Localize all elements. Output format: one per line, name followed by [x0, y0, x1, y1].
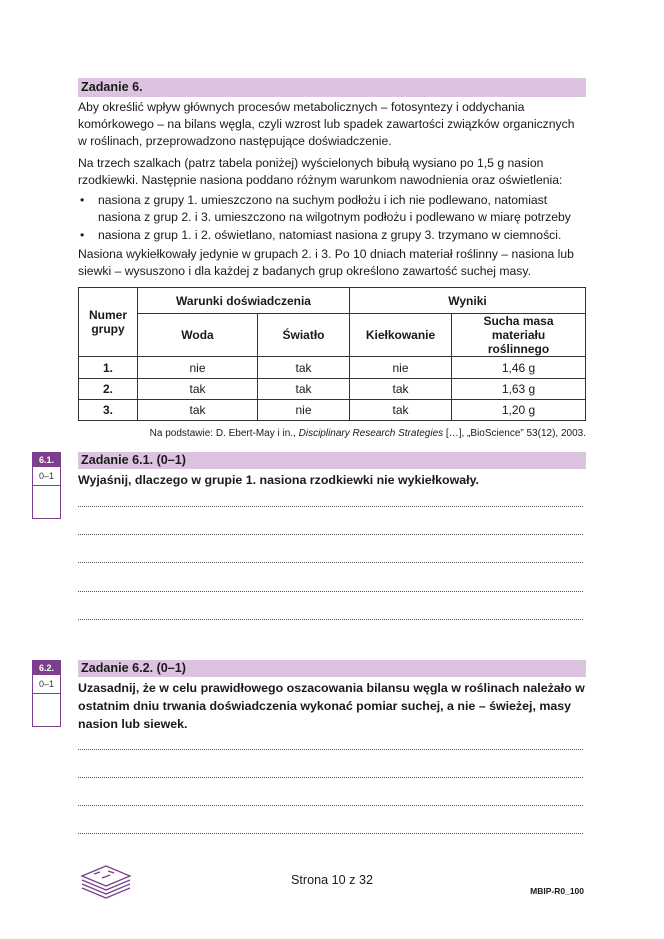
header-germination: Kiełkowanie [350, 314, 452, 357]
task-6-result-text: Nasiona wykiełkowały jedynie w grupach 2. i 3. Po 10 dniach materiał roślinny – nasiona lub siewki – wysuszono i dla każdej z badanych grup określono zawartość suchej masy. [78, 247, 574, 278]
page-number: Strona 10 z 32 [291, 873, 373, 887]
points-label: 0–1 [33, 467, 60, 486]
answer-line[interactable] [78, 749, 583, 750]
task-6-intro: Aby określić wpływ głównych procesów metabolicznych – fotosyntezy i oddychania komórkowego – na bilans węgla, czyli wzrost lub spadek zawartości związków organicznych w roślinach, przeprowadzono następujące doświadczenie. [78, 100, 575, 148]
source-prefix: Na podstawie: D. Ebert-May i in., [149, 428, 299, 439]
score-field[interactable] [33, 694, 60, 726]
points-label: 0–1 [33, 675, 60, 694]
answer-line[interactable] [78, 506, 583, 507]
task-6-1-section [78, 452, 586, 489]
answer-line[interactable] [78, 562, 583, 563]
cell-group: 2. [79, 379, 138, 400]
answer-line[interactable] [78, 591, 583, 592]
header-dry-mass: Sucha masa materiału roślinnego [452, 314, 586, 357]
task-6-1-title: Zadanie 6.1. (0–1) [78, 452, 586, 469]
table-row [79, 400, 586, 421]
answer-line[interactable] [78, 833, 583, 834]
task-6-section [78, 78, 586, 440]
list-item-text: nasiona z grupy 1. umieszczono na suchym podłożu i ich nie podlewano, natomiast nasiona z grup 2. i 3. umieszczono na wilgotnym podłożu i podlewano w miarę potrzeby [98, 193, 571, 224]
cell-mass: 1,46 g [452, 357, 586, 379]
answer-line[interactable] [78, 534, 583, 535]
cell-water: tak [138, 379, 258, 400]
task-6-2-title: Zadanie 6.2. (0–1) [78, 660, 586, 677]
source-citation [78, 427, 586, 440]
header-results: Wyniki [350, 288, 586, 314]
source-suffix: […], „BioScience” 53(12), 2003. [443, 428, 586, 439]
task-6-1-score-box [32, 452, 61, 519]
task-6-setup: Na trzech szalkach (patrz tabela poniżej) wyścielonych bibułą wysiano po 1,5 g nasion rzodkiewki. Następnie nasiona poddano różnym warunkom nawodnienia oraz oświetlenia: [78, 156, 563, 187]
task-6-2-section [78, 660, 586, 733]
conditions-list [78, 192, 586, 244]
cell-mass: 1,20 g [452, 400, 586, 421]
table-row [79, 379, 586, 400]
bullet-icon: • [80, 193, 85, 207]
cell-light: tak [258, 379, 350, 400]
source-title: Disciplinary Research Strategies [298, 428, 444, 439]
task-6-2-score-box [32, 660, 61, 727]
results-table [78, 287, 586, 421]
cell-light: tak [258, 357, 350, 379]
answer-line[interactable] [78, 619, 583, 620]
list-item [78, 227, 586, 244]
task-number: 6.2. [33, 661, 60, 675]
cell-light: nie [258, 400, 350, 421]
answer-line[interactable] [78, 777, 583, 778]
answer-line[interactable] [78, 805, 583, 806]
task-6-1-question: Wyjaśnij, dlaczego w grupie 1. nasiona rzodkiewki nie wykiełkowały. [78, 473, 479, 487]
table-row [79, 357, 586, 379]
score-field[interactable] [33, 486, 60, 518]
cell-water: tak [138, 400, 258, 421]
list-item [78, 192, 586, 226]
task-6-2-question: Uzasadnij, że w celu prawidłowego oszacowania bilansu węgla w roślinach należało w ostatnim dniu trwania doświadczenia wykonać pomiar suchej, a nie – świeżej, masy nasion lub siewek. [78, 681, 585, 731]
header-conditions: Warunki doświadczenia [138, 288, 350, 314]
header-light: Światło [258, 314, 350, 357]
cell-mass: 1,63 g [452, 379, 586, 400]
task-number: 6.1. [33, 453, 60, 467]
cell-group: 3. [79, 400, 138, 421]
header-group: Numer grupy [79, 288, 138, 357]
cell-germination: nie [350, 357, 452, 379]
cell-germination: tak [350, 379, 452, 400]
list-item-text: nasiona z grup 1. i 2. oświetlano, natomiast nasiona z grupy 3. trzymano w ciemności. [98, 228, 562, 242]
header-water: Woda [138, 314, 258, 357]
cell-group: 1. [79, 357, 138, 379]
task-6-title: Zadanie 6. [78, 78, 586, 97]
exam-code: MBIP-R0_100 [530, 886, 584, 896]
cell-germination: tak [350, 400, 452, 421]
cell-water: nie [138, 357, 258, 379]
bullet-icon: • [80, 228, 85, 242]
